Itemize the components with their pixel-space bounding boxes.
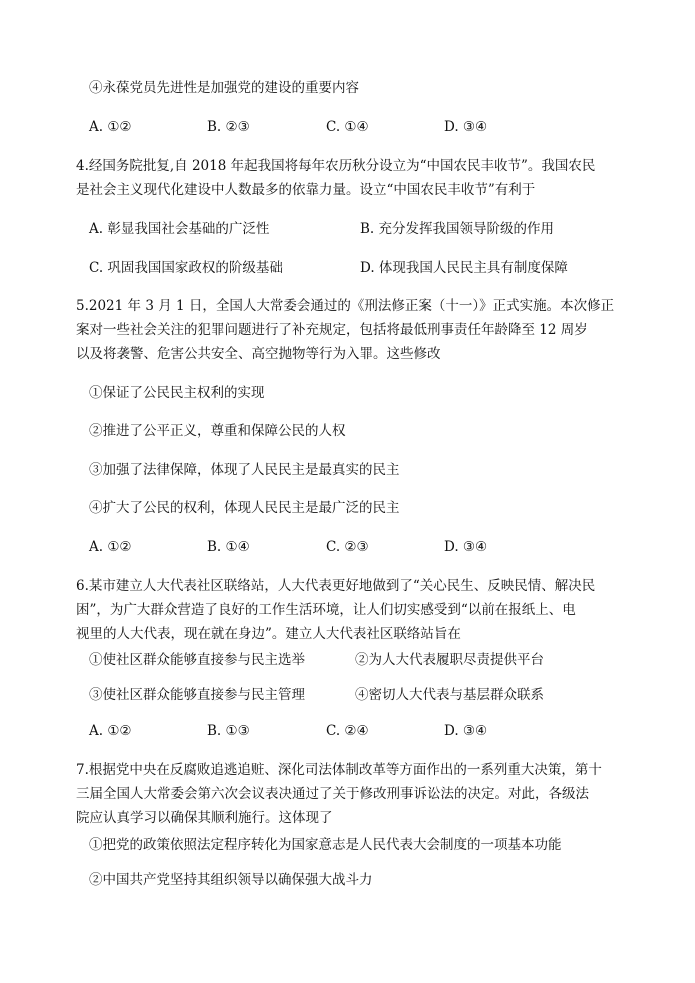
q4-option-c: C. 巩固我国国家政权的阶级基础 xyxy=(89,260,283,276)
q3-statement-4: ④永葆党员先进性是加强党的建设的重要内容 xyxy=(89,80,359,96)
q5-stem-line-2: 案对一些社会关注的犯罪问题进行了补充规定，包括将最低刑事责任年龄降至 12 周岁 xyxy=(76,322,588,338)
q3-option-c: C. ①④ xyxy=(326,119,369,135)
q4-stem-line-2: 是社会主义现代化建设中人数最多的依靠力量。设立“中国农民丰收节”有利于 xyxy=(76,182,536,198)
q7-stem-line-1: 7.根据党中央在反腐败追逃追赃、深化司法体制改革等方面作出的一系列重大决策，第十 xyxy=(76,762,602,778)
q5-option-c: C. ②③ xyxy=(326,539,369,555)
q4-stem-line-1: 4.经国务院批复,自 2018 年起我国将每年农历秋分设立为“中国农民丰收节”。我国农民 xyxy=(76,158,596,174)
q6-option-a: A. ①② xyxy=(89,723,132,739)
q5-statement-3: ③加强了法律保障，体现了人民民主是最真实的民主 xyxy=(89,462,400,478)
q6-statement-2: ②为人大代表履职尽责提供平台 xyxy=(355,652,544,668)
q4-option-d: D. 体现我国人民民主具有制度保障 xyxy=(360,260,568,276)
q6-option-d: D. ③④ xyxy=(444,723,488,739)
q7-statement-1: ①把党的政策依照法定程序转化为国家意志是人民代表大会制度的一项基本功能 xyxy=(89,837,562,853)
q6-statement-3: ③使社区群众能够直接参与民主管理 xyxy=(89,687,305,703)
q6-stem-line-1: 6.某市建立人大代表社区联络站，人大代表更好地做到了“关心民生、反映民情、解决民 xyxy=(76,578,596,594)
q5-option-d: D. ③④ xyxy=(444,539,488,555)
q6-option-b: B. ①③ xyxy=(207,723,250,739)
q3-option-d: D. ③④ xyxy=(444,119,488,135)
q6-stem-line-3: 视里的人大代表，现在就在身边”。建立人大代表社区联络站旨在 xyxy=(76,626,461,642)
q6-option-c: C. ②④ xyxy=(326,723,369,739)
q6-statement-1: ①使社区群众能够直接参与民主选举 xyxy=(89,652,305,668)
q5-stem-line-3: 以及将袭警、危害公共安全、高空抛物等行为入罪。这些修改 xyxy=(76,346,441,362)
q3-option-b: B. ②③ xyxy=(207,119,250,135)
q5-option-b: B. ①④ xyxy=(207,539,250,555)
q5-option-a: A. ①② xyxy=(89,539,132,555)
q7-stem-line-2: 三届全国人大常委会第六次会议表决通过了关于修改刑事诉讼法的决定。对此，各级法 xyxy=(76,786,589,802)
q6-statement-4: ④密切人大代表与基层群众联系 xyxy=(355,687,544,703)
q7-statement-2: ②中国共产党坚持其组织领导以确保强大战斗力 xyxy=(89,872,373,888)
q4-option-a: A. 彰显我国社会基础的广泛性 xyxy=(89,221,270,237)
q4-option-b: B. 充分发挥我国领导阶级的作用 xyxy=(360,221,555,237)
q5-statement-4: ④扩大了公民的权利，体现人民民主是最广泛的民主 xyxy=(89,500,400,516)
q5-statement-2: ②推进了公平正义，尊重和保障公民的人权 xyxy=(89,423,346,439)
q7-stem-line-3: 院应认真学习以确保其顺利施行。这体现了 xyxy=(76,810,333,826)
q5-statement-1: ①保证了公民民主权利的实现 xyxy=(89,385,265,401)
q3-option-a: A. ①② xyxy=(89,119,132,135)
q6-stem-line-2: 困”，为广大群众营造了良好的工作生活环境，让人们切实感受到“以前在报纸上、电 xyxy=(76,602,576,618)
q5-stem-line-1: 5.2021 年 3 月 1 日，全国人大常委会通过的《刑法修正案（十一）》正式实施。本次修正 xyxy=(76,298,615,314)
